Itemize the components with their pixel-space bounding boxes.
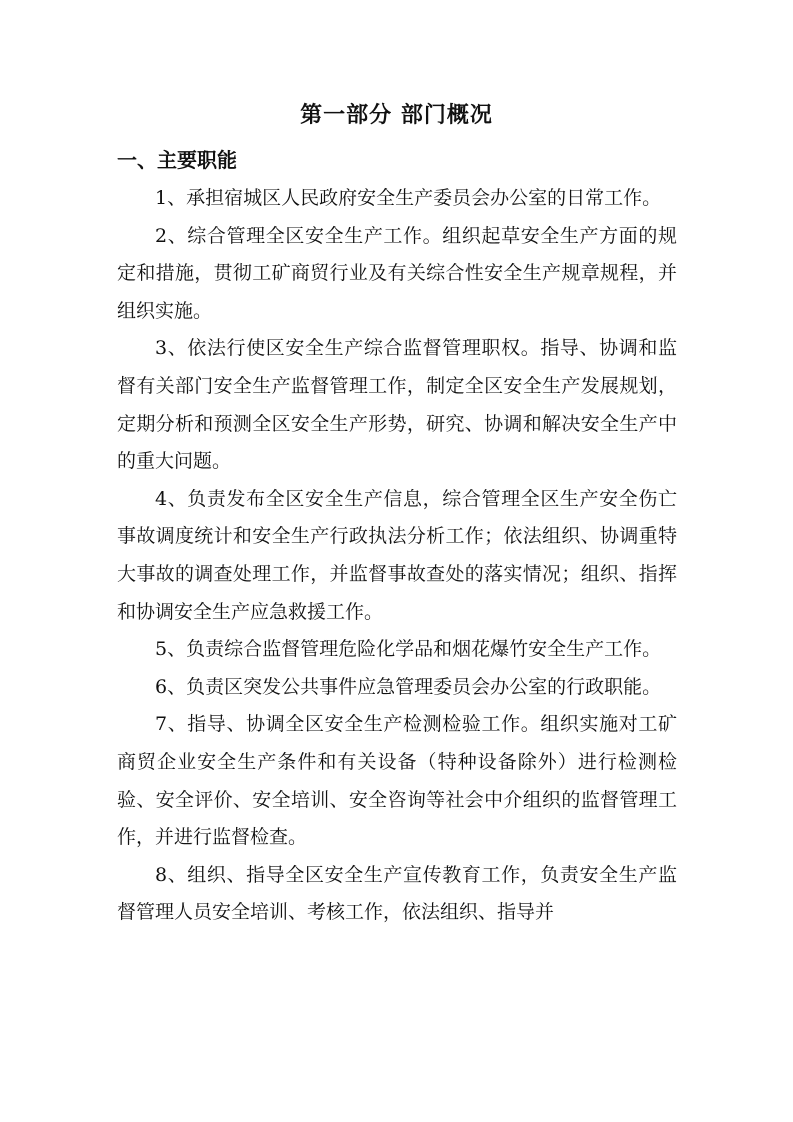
paragraph-3: 3、依法行使区安全生产综合监督管理职权。指导、协调和监督有关部门安全生产监督管理工作，制定全区安全生产发展规划，定期分析和预测全区安全生产形势，研究、协调和解决安全生产中的重大问题。: [117, 337, 677, 473]
paragraph-8: 8、组织、指导全区安全生产宣传教育工作，负责安全生产监督管理人员安全培训、考核工作，依法组织、指导并: [117, 863, 677, 924]
section-heading: 一、主要职能: [117, 148, 237, 172]
paragraph-5: 5、负责综合监督管理危险化学品和烟花爆竹安全生产工作。: [155, 638, 662, 661]
paragraph-1: 1、承担宿城区人民政府安全生产委员会办公室的日常工作。: [155, 187, 662, 209]
body-text: [117, 180, 677, 932]
paragraph-4: 4、负责发布全区安全生产信息，综合管理全区生产安全伤亡事故调度统计和安全生产行政执法分析工作；依法组织、协调重特大事故的调查处理工作，并监督事故查处的落实情况；组织、指挥和协调安全生产应急救援工作。: [117, 487, 677, 623]
page-title: 第一部分 部门概况: [300, 103, 493, 128]
paragraph-6: 6、负责区突发公共事件应急管理委员会办公室的行政职能。: [155, 675, 662, 698]
paragraph-7: 7、指导、协调全区安全生产检测检验工作。组织实施对工矿商贸企业安全生产条件和有关设备（特种设备除外）进行检测检验、安全评价、安全培训、安全咨询等社会中介组织的监督管理工作，并进行监督检查。: [117, 713, 677, 849]
paragraph-2: 2、综合管理全区安全生产工作。组织起草安全生产方面的规定和措施，贯彻工矿商贸行业及有关综合性安全生产规章规程，并组织实施。: [117, 224, 677, 322]
